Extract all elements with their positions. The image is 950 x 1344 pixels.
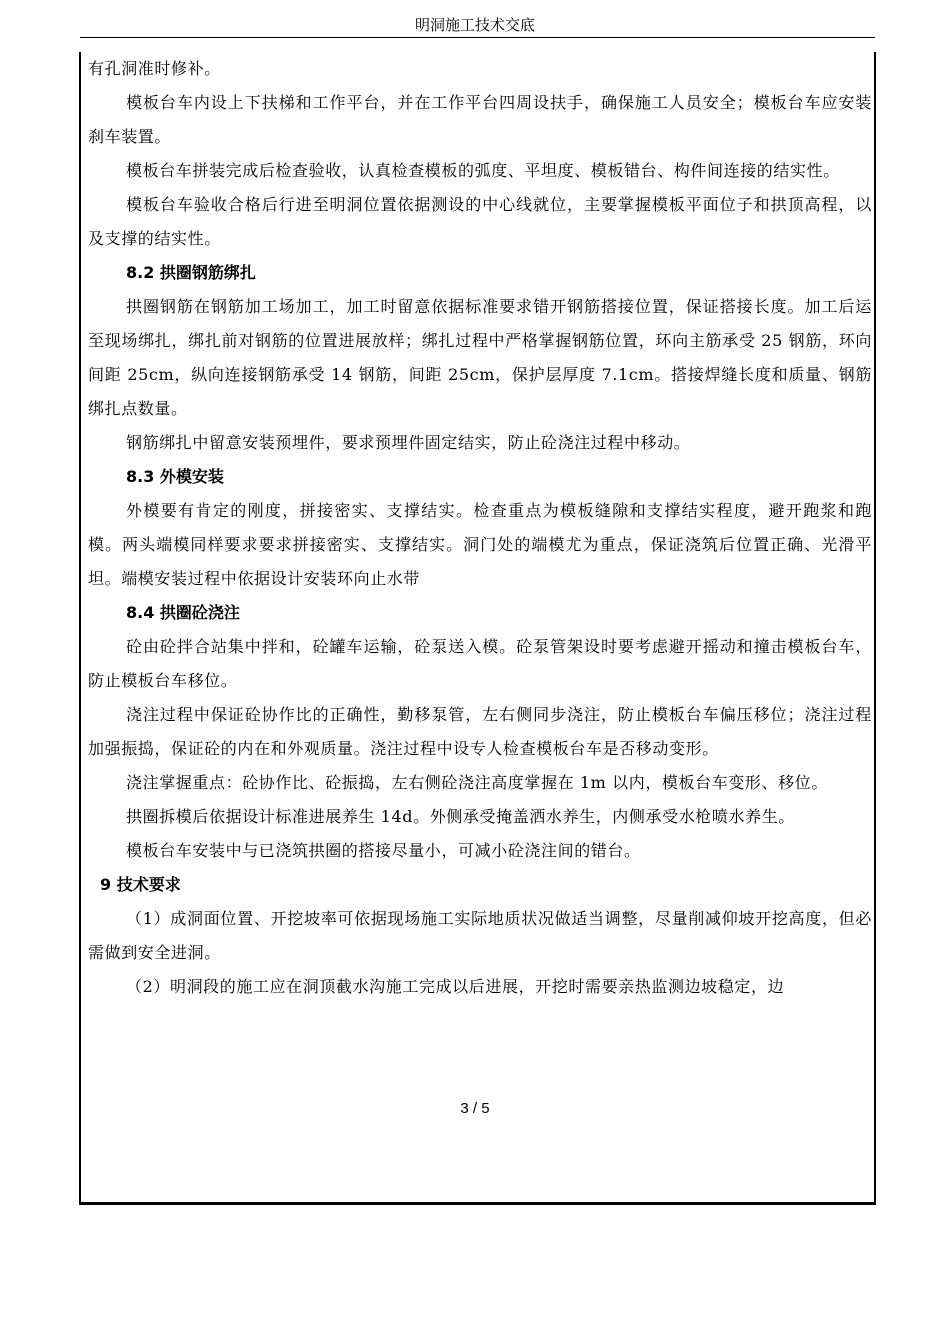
paragraph-requirement-2: （2）明洞段的施工应在洞顶截水沟施工完成以后进展，开挖时需要亲热监测边坡稳定，边 (126, 977, 785, 996)
paragraph-requirement-1: （1）成洞面位置、开挖坡率可依据现场施工实际地质状况做适当调整，尽量削减仰坡开挖高度，但必需做到安全进洞。 (88, 909, 872, 962)
section-heading-8-2: 8.2 拱圈钢筋绑扎 (126, 263, 256, 282)
paragraph-embedded-parts: 钢筋绑扎中留意安装预埋件，要求预埋件固定结实，防止砼浇注过程中移动。 (126, 433, 691, 452)
header-rule (80, 37, 875, 38)
paragraph-concrete-supply: 砼由砼拌合站集中拌和，砼罐车运输，砼泵送入模。砼泵管架设时要考虑避开摇动和撞击模板台车，防止模板台车移位。 (88, 637, 872, 690)
paragraph-assembly-check: 模板台车拼装完成后检查验收，认真检查模板的弧度、平坦度、模板错台、构件间连接的结实性。 (126, 161, 840, 180)
paragraph-pouring-process: 浇注过程中保证砼协作比的正确性，勤移泵管，左右侧同步浇注，防止模板台车偏压移位；浇注过程加强振捣，保证砼的内在和外观质量。浇注过程中设专人检查模板台车是否移动变形。 (88, 705, 872, 758)
section-heading-8-4: 8.4 拱圈砼浇注 (126, 603, 240, 622)
section-heading-8-3: 8.3 外模安装 (126, 467, 224, 486)
paragraph-overlap: 模板台车安装中与已浇筑拱圈的搭接尽量小，可减小砼浇注间的错台。 (126, 841, 641, 860)
paragraph-pouring-control: 浇注掌握重点：砼协作比、砼振捣，左右侧砼浇注高度掌握在 1m 以内，模板台车变形、移位。 (126, 773, 828, 792)
paragraph-ladder-platform: 模板台车内设上下扶梯和工作平台，并在工作平台四周设扶手，确保施工人员安全；模板台车应安装刹车装置。 (88, 93, 872, 146)
paragraph-continuation: 有孔洞准时修补。 (88, 59, 221, 78)
paragraph-rebar-processing: 拱圈钢筋在钢筋加工场加工，加工时留意依据标准要求错开钢筋搭接位置，保证搭接长度。加工后运至现场绑扎，绑扎前对钢筋的位置进展放样；绑扎过程中严格掌握钢筋位置，环向主筋承受 25 钢筋，环向间距 25cm，纵向连接钢筋承受 14 钢筋，间距 25cm，保护层厚度 7.1cm。搭接焊缝长度和质量、钢筋绑扎点数量。 (88, 297, 872, 418)
section-heading-9: 9 技术要求 (100, 875, 181, 894)
paragraph-positioning: 模板台车验收合格后行进至明洞位置依据测设的中心线就位，主要掌握模板平面位子和拱顶高程，以及支撑的结实性。 (88, 195, 872, 248)
document-body (88, 52, 872, 1004)
document-header-title: 明洞施工技术交底 (414, 16, 535, 34)
page-number: 3 / 5 (460, 1100, 490, 1117)
paragraph-outer-formwork: 外模要有肯定的刚度，拼接密实、支撑结实。检查重点为模板缝隙和支撑结实程度，避开跑浆和跑模。两头端模同样要求要求拼接密实、支撑结实。洞门处的端模尤为重点，保证浇筑后位置正确、光滑平坦。端模安装过程中依据设计安装环向止水带 (88, 501, 872, 588)
paragraph-curing: 拱圈拆模后依据设计标准进展养生 14d。外侧承受掩盖洒水养生，内侧承受水枪喷水养生。 (126, 807, 795, 826)
